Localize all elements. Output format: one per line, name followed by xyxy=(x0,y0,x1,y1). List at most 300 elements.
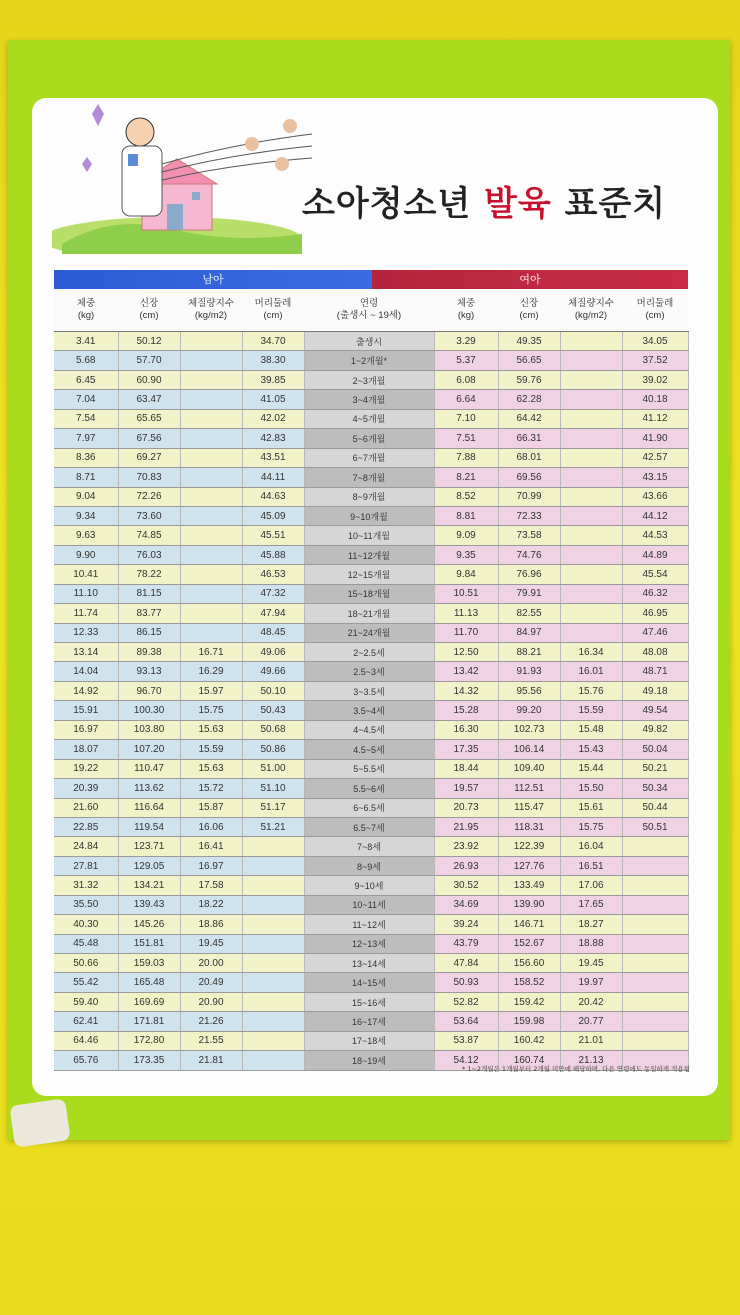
cell-fh: 109.40 xyxy=(498,759,560,778)
cell-age: 5~5.5세 xyxy=(304,759,434,778)
cell-mh: 171.81 xyxy=(118,1012,180,1031)
tape-sticker xyxy=(9,1098,70,1147)
cell-mc: 47.32 xyxy=(242,584,304,603)
female-header-bar: 여아 xyxy=(372,270,688,289)
table-row xyxy=(54,1012,688,1031)
cell-fc xyxy=(622,973,688,992)
cell-mw: 11.10 xyxy=(54,584,118,603)
table-row xyxy=(54,429,688,448)
cell-mw: 12.33 xyxy=(54,623,118,642)
cell-fw: 52.82 xyxy=(434,992,498,1011)
cell-fc xyxy=(622,876,688,895)
female-weight-header: 체중 (kg) xyxy=(434,289,498,332)
table-row xyxy=(54,623,688,642)
cell-fh: 95.56 xyxy=(498,681,560,700)
cell-fh: 159.98 xyxy=(498,1012,560,1031)
cell-fc: 40.18 xyxy=(622,390,688,409)
cell-mb: 15.97 xyxy=(180,681,242,700)
cell-mb: 16.29 xyxy=(180,662,242,681)
cell-fh: 133.49 xyxy=(498,876,560,895)
cell-fw: 6.64 xyxy=(434,390,498,409)
cell-fw: 15.28 xyxy=(434,701,498,720)
cell-fh: 62.28 xyxy=(498,390,560,409)
cell-mc: 44.63 xyxy=(242,487,304,506)
cell-mw: 59.40 xyxy=(54,992,118,1011)
cell-fb: 18.27 xyxy=(560,915,622,934)
cell-fb: 16.04 xyxy=(560,837,622,856)
cell-fb: 18.88 xyxy=(560,934,622,953)
cell-mc xyxy=(242,973,304,992)
cell-mh: 172.80 xyxy=(118,1031,180,1050)
cell-fw: 7.88 xyxy=(434,448,498,467)
cell-mh: 60.90 xyxy=(118,370,180,389)
cell-mb: 16.71 xyxy=(180,643,242,662)
table-row xyxy=(54,759,688,778)
cell-age: 16~17세 xyxy=(304,1012,434,1031)
cell-fb: 15.76 xyxy=(560,681,622,700)
cell-fh: 74.76 xyxy=(498,545,560,564)
cell-mc xyxy=(242,1051,304,1070)
cell-mc xyxy=(242,992,304,1011)
cell-fh: 69.56 xyxy=(498,468,560,487)
table-row xyxy=(54,1031,688,1050)
cell-age: 21~24개월 xyxy=(304,623,434,642)
cell-mh: 96.70 xyxy=(118,681,180,700)
cell-mw: 7.97 xyxy=(54,429,118,448)
cell-fc xyxy=(622,1031,688,1050)
cell-fb xyxy=(560,351,622,370)
cell-mb: 20.49 xyxy=(180,973,242,992)
table-row xyxy=(54,565,688,584)
cell-mw: 16.97 xyxy=(54,720,118,739)
cell-fb: 15.44 xyxy=(560,759,622,778)
cell-mh: 67.56 xyxy=(118,429,180,448)
cell-fc xyxy=(622,915,688,934)
cell-mc: 50.68 xyxy=(242,720,304,739)
cell-mh: 134.21 xyxy=(118,876,180,895)
cell-mw: 64.46 xyxy=(54,1031,118,1050)
cell-age: 4~4.5세 xyxy=(304,720,434,739)
cell-fh: 102.73 xyxy=(498,720,560,739)
table-row xyxy=(54,895,688,914)
table-row xyxy=(54,545,688,564)
table-row xyxy=(54,409,688,428)
table-row xyxy=(54,604,688,623)
cell-mb xyxy=(180,526,242,545)
table-row xyxy=(54,876,688,895)
growth-table xyxy=(54,289,688,1071)
cell-fh: 70.99 xyxy=(498,487,560,506)
cell-mc: 51.17 xyxy=(242,798,304,817)
cell-age: 2.5~3세 xyxy=(304,662,434,681)
cell-fc: 42.57 xyxy=(622,448,688,467)
cell-mb: 21.26 xyxy=(180,1012,242,1031)
cell-mw: 65.76 xyxy=(54,1051,118,1070)
cell-fc xyxy=(622,895,688,914)
cell-fb: 20.42 xyxy=(560,992,622,1011)
cell-age: 11~12세 xyxy=(304,915,434,934)
cell-fw: 11.70 xyxy=(434,623,498,642)
cell-mc: 50.43 xyxy=(242,701,304,720)
cell-mw: 14.92 xyxy=(54,681,118,700)
cell-mh: 81.15 xyxy=(118,584,180,603)
cell-mh: 73.60 xyxy=(118,506,180,525)
cell-fh: 160.42 xyxy=(498,1031,560,1050)
cell-fw: 16.30 xyxy=(434,720,498,739)
cell-fc: 41.12 xyxy=(622,409,688,428)
cell-fw: 30.52 xyxy=(434,876,498,895)
cell-age: 9~10세 xyxy=(304,876,434,895)
cell-fb: 21.13 xyxy=(560,1051,622,1070)
cell-fh: 112.51 xyxy=(498,779,560,798)
cell-fb: 16.01 xyxy=(560,662,622,681)
cell-fw: 9.84 xyxy=(434,565,498,584)
cell-age: 4.5~5세 xyxy=(304,740,434,759)
cell-mc: 51.21 xyxy=(242,817,304,836)
cell-mb: 21.81 xyxy=(180,1051,242,1070)
cell-fb xyxy=(560,370,622,389)
cell-age: 8~9세 xyxy=(304,856,434,875)
cell-age: 4~5개월 xyxy=(304,409,434,428)
cell-fw: 17.35 xyxy=(434,740,498,759)
cell-mh: 113.62 xyxy=(118,779,180,798)
cell-mc: 49.66 xyxy=(242,662,304,681)
cell-fb: 15.61 xyxy=(560,798,622,817)
doctor-illustration xyxy=(52,104,322,254)
cell-fc: 44.89 xyxy=(622,545,688,564)
cell-mb xyxy=(180,351,242,370)
cell-age: 5.5~6세 xyxy=(304,779,434,798)
cell-age: 10~11세 xyxy=(304,895,434,914)
cell-mh: 63.47 xyxy=(118,390,180,409)
cell-fc: 47.46 xyxy=(622,623,688,642)
cell-fw: 12.50 xyxy=(434,643,498,662)
cell-mw: 7.54 xyxy=(54,409,118,428)
cell-mb: 20.90 xyxy=(180,992,242,1011)
cell-mw: 7.04 xyxy=(54,390,118,409)
cell-mb xyxy=(180,604,242,623)
cell-mb: 21.55 xyxy=(180,1031,242,1050)
cell-fb: 19.97 xyxy=(560,973,622,992)
cell-fh: 159.42 xyxy=(498,992,560,1011)
poster-title: 소아청소년 발육 표준치 xyxy=(302,184,667,224)
cell-mw: 27.81 xyxy=(54,856,118,875)
cell-age: 6.5~7세 xyxy=(304,817,434,836)
cell-fh: 64.42 xyxy=(498,409,560,428)
cell-fw: 7.10 xyxy=(434,409,498,428)
cell-mc: 45.88 xyxy=(242,545,304,564)
cell-fw: 19.57 xyxy=(434,779,498,798)
cell-fb: 21.01 xyxy=(560,1031,622,1050)
cell-mw: 6.45 xyxy=(54,370,118,389)
table-row xyxy=(54,934,688,953)
cell-fh: 79.91 xyxy=(498,584,560,603)
cell-mc: 50.10 xyxy=(242,681,304,700)
footnote: * 1~2개월은 1개월부터 2개월 미만에 해당하며, 다른 연령에도 동일하게 적용됨 xyxy=(462,1065,690,1073)
male-bmi-header: 체질량지수 (kg/m2) xyxy=(180,289,242,332)
cell-mc: 51.00 xyxy=(242,759,304,778)
cell-mh: 103.80 xyxy=(118,720,180,739)
cell-mw: 14.04 xyxy=(54,662,118,681)
cell-fc: 48.71 xyxy=(622,662,688,681)
cell-mw: 8.36 xyxy=(54,448,118,467)
cell-fb xyxy=(560,584,622,603)
cell-age: 17~18세 xyxy=(304,1031,434,1050)
cell-fh: 152.67 xyxy=(498,934,560,953)
cell-mb xyxy=(180,390,242,409)
cell-fc: 50.21 xyxy=(622,759,688,778)
cell-age: 10~11개월 xyxy=(304,526,434,545)
cell-mb: 18.22 xyxy=(180,895,242,914)
cell-fh: 72.33 xyxy=(498,506,560,525)
cell-mb: 19.45 xyxy=(180,934,242,953)
cell-fc: 50.04 xyxy=(622,740,688,759)
cell-mh: 86.15 xyxy=(118,623,180,642)
cell-mb xyxy=(180,487,242,506)
cell-fc: 50.51 xyxy=(622,817,688,836)
cell-fc: 46.32 xyxy=(622,584,688,603)
cell-mc: 46.53 xyxy=(242,565,304,584)
cell-fb: 15.59 xyxy=(560,701,622,720)
cell-fw: 21.95 xyxy=(434,817,498,836)
cell-mw: 5.68 xyxy=(54,351,118,370)
cell-fc xyxy=(622,992,688,1011)
cell-fc xyxy=(622,856,688,875)
cell-age: 7~8개월 xyxy=(304,468,434,487)
cell-mh: 50.12 xyxy=(118,332,180,351)
cell-mw: 8.71 xyxy=(54,468,118,487)
age-header: 연령 (출생시 ~ 19세) xyxy=(304,289,434,332)
table-row xyxy=(54,487,688,506)
cell-mh: 169.69 xyxy=(118,992,180,1011)
table-row xyxy=(54,643,688,662)
cell-fh: 160.74 xyxy=(498,1051,560,1070)
male-header-bar: 남아 xyxy=(54,270,372,289)
cell-mw: 3.41 xyxy=(54,332,118,351)
cell-fh: 106.14 xyxy=(498,740,560,759)
cell-mb: 16.97 xyxy=(180,856,242,875)
cell-mb xyxy=(180,409,242,428)
cell-fh: 91.93 xyxy=(498,662,560,681)
cell-mc: 41.05 xyxy=(242,390,304,409)
cell-age: 12~15개월 xyxy=(304,565,434,584)
cell-fc: 39.02 xyxy=(622,370,688,389)
cell-mb xyxy=(180,584,242,603)
cell-age: 6~7개월 xyxy=(304,448,434,467)
cell-mc: 51.10 xyxy=(242,779,304,798)
male-height-header: 신장 (cm) xyxy=(118,289,180,332)
cell-mc: 47.94 xyxy=(242,604,304,623)
cell-fc xyxy=(622,954,688,973)
table-row xyxy=(54,973,688,992)
cell-mc: 43.51 xyxy=(242,448,304,467)
female-height-header: 신장 (cm) xyxy=(498,289,560,332)
cell-fh: 127.76 xyxy=(498,856,560,875)
cell-fb xyxy=(560,565,622,584)
cell-fc xyxy=(622,934,688,953)
cell-mh: 159.03 xyxy=(118,954,180,973)
cell-mc xyxy=(242,915,304,934)
cell-mh: 72.26 xyxy=(118,487,180,506)
table-row xyxy=(54,701,688,720)
cell-fh: 122.39 xyxy=(498,837,560,856)
cell-age: 3~4개월 xyxy=(304,390,434,409)
cell-mh: 69.27 xyxy=(118,448,180,467)
cell-mw: 22.85 xyxy=(54,817,118,836)
cell-fc: 48.08 xyxy=(622,643,688,662)
cell-mb: 15.63 xyxy=(180,759,242,778)
cell-fc: 45.54 xyxy=(622,565,688,584)
cell-fw: 23.92 xyxy=(434,837,498,856)
cell-mw: 10.41 xyxy=(54,565,118,584)
cell-age: 6~6.5세 xyxy=(304,798,434,817)
cell-fc: 46.95 xyxy=(622,604,688,623)
cell-fc: 44.53 xyxy=(622,526,688,545)
table-row xyxy=(54,332,688,351)
cell-mw: 50.66 xyxy=(54,954,118,973)
cell-fb: 17.65 xyxy=(560,895,622,914)
cell-fh: 139.90 xyxy=(498,895,560,914)
cell-age: 15~18개월 xyxy=(304,584,434,603)
cell-age: 7~8세 xyxy=(304,837,434,856)
cell-mh: 76.03 xyxy=(118,545,180,564)
cell-mh: 70.83 xyxy=(118,468,180,487)
cell-fw: 13.42 xyxy=(434,662,498,681)
cell-mh: 173.35 xyxy=(118,1051,180,1070)
cell-fh: 88.21 xyxy=(498,643,560,662)
cell-fb xyxy=(560,526,622,545)
cell-fw: 53.87 xyxy=(434,1031,498,1050)
cell-fh: 118.31 xyxy=(498,817,560,836)
cell-fw: 54.12 xyxy=(434,1051,498,1070)
cell-age: 3~3.5세 xyxy=(304,681,434,700)
cell-fc: 44.12 xyxy=(622,506,688,525)
cell-mh: 57.70 xyxy=(118,351,180,370)
cell-fh: 56.65 xyxy=(498,351,560,370)
cell-fc: 49.18 xyxy=(622,681,688,700)
cell-age: 12~13세 xyxy=(304,934,434,953)
cell-mh: 100.30 xyxy=(118,701,180,720)
cell-mb: 18.86 xyxy=(180,915,242,934)
cell-mh: 165.48 xyxy=(118,973,180,992)
cell-mb: 15.59 xyxy=(180,740,242,759)
table-row xyxy=(54,915,688,934)
cell-mc xyxy=(242,1031,304,1050)
cell-fb xyxy=(560,623,622,642)
cell-mc xyxy=(242,954,304,973)
cell-fc: 49.54 xyxy=(622,701,688,720)
cell-mb: 20.00 xyxy=(180,954,242,973)
cell-mw: 62.41 xyxy=(54,1012,118,1031)
cell-mh: 83.77 xyxy=(118,604,180,623)
cell-fw: 3.29 xyxy=(434,332,498,351)
cell-fb xyxy=(560,487,622,506)
cell-fh: 68.01 xyxy=(498,448,560,467)
cell-fw: 18.44 xyxy=(434,759,498,778)
cell-mc: 34.70 xyxy=(242,332,304,351)
table-row xyxy=(54,506,688,525)
table-row xyxy=(54,370,688,389)
cell-mw: 15.91 xyxy=(54,701,118,720)
cell-mc xyxy=(242,837,304,856)
cell-fh: 59.76 xyxy=(498,370,560,389)
cell-mw: 18.07 xyxy=(54,740,118,759)
cell-mh: 129.05 xyxy=(118,856,180,875)
cell-fw: 8.52 xyxy=(434,487,498,506)
cell-mw: 19.22 xyxy=(54,759,118,778)
cell-fc: 43.15 xyxy=(622,468,688,487)
table-row xyxy=(54,584,688,603)
cell-mw: 45.48 xyxy=(54,934,118,953)
female-bmi-header: 체질량지수 (kg/m2) xyxy=(560,289,622,332)
cell-fb: 15.50 xyxy=(560,779,622,798)
cell-mb xyxy=(180,506,242,525)
cell-mh: 116.64 xyxy=(118,798,180,817)
cell-fb xyxy=(560,409,622,428)
cell-age: 18~21개월 xyxy=(304,604,434,623)
table-row xyxy=(54,351,688,370)
table-row xyxy=(54,817,688,836)
cell-mb xyxy=(180,623,242,642)
cell-fc: 34.05 xyxy=(622,332,688,351)
cell-fw: 14.32 xyxy=(434,681,498,700)
cell-fc: 49.82 xyxy=(622,720,688,739)
cell-mc: 45.51 xyxy=(242,526,304,545)
table-row xyxy=(54,779,688,798)
cell-fh: 115.47 xyxy=(498,798,560,817)
cell-fw: 53.64 xyxy=(434,1012,498,1031)
cell-age: 14~15세 xyxy=(304,973,434,992)
cell-fb xyxy=(560,468,622,487)
cell-mb xyxy=(180,448,242,467)
cell-mb: 15.75 xyxy=(180,701,242,720)
cell-age: 1~2개월* xyxy=(304,351,434,370)
cell-mc: 45.09 xyxy=(242,506,304,525)
cell-mb xyxy=(180,468,242,487)
cell-mb xyxy=(180,565,242,584)
cell-mh: 110.47 xyxy=(118,759,180,778)
cell-mb: 15.72 xyxy=(180,779,242,798)
cell-fh: 84.97 xyxy=(498,623,560,642)
cell-mh: 89.38 xyxy=(118,643,180,662)
cell-mh: 74.85 xyxy=(118,526,180,545)
cell-mh: 123.71 xyxy=(118,837,180,856)
cell-fb xyxy=(560,448,622,467)
cell-mw: 9.34 xyxy=(54,506,118,525)
cell-mb xyxy=(180,332,242,351)
cell-mw: 9.63 xyxy=(54,526,118,545)
cell-age: 11~12개월 xyxy=(304,545,434,564)
cell-fb: 19.45 xyxy=(560,954,622,973)
cell-fb xyxy=(560,332,622,351)
cell-age: 18~19세 xyxy=(304,1051,434,1070)
cell-fw: 43.79 xyxy=(434,934,498,953)
cell-fh: 73.58 xyxy=(498,526,560,545)
cell-fc xyxy=(622,1012,688,1031)
cell-fw: 5.37 xyxy=(434,351,498,370)
cell-fb xyxy=(560,506,622,525)
cell-mc: 50.86 xyxy=(242,740,304,759)
cell-mc xyxy=(242,895,304,914)
cell-mb xyxy=(180,370,242,389)
cell-fh: 66.31 xyxy=(498,429,560,448)
cell-fw: 11.13 xyxy=(434,604,498,623)
cell-fh: 99.20 xyxy=(498,701,560,720)
cell-fb: 15.75 xyxy=(560,817,622,836)
cell-mc: 44.11 xyxy=(242,468,304,487)
cell-mw: 35.50 xyxy=(54,895,118,914)
cell-age: 3.5~4세 xyxy=(304,701,434,720)
